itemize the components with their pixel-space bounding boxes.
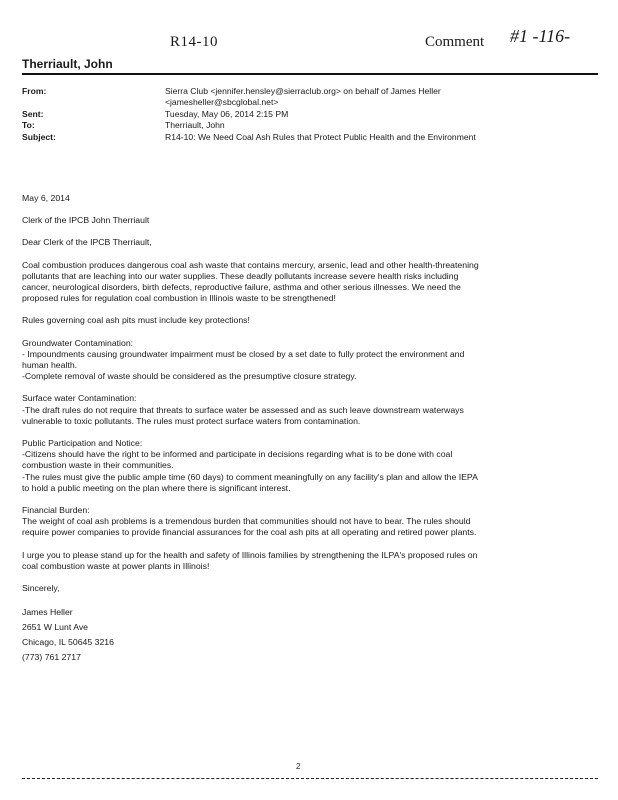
section-heading: Public Participation and Notice: xyxy=(22,438,143,449)
letter-body xyxy=(22,193,597,676)
signature-block xyxy=(22,605,597,665)
signature-name: James Heller xyxy=(22,607,73,618)
meta-from-line: Sierra Club <jennifer.hensley@sierraclub.org> on behalf of James Heller xyxy=(165,86,441,96)
letter-date: May 6, 2014 xyxy=(22,193,70,203)
meta-sent-label: Sent: xyxy=(22,108,44,119)
meta-subject-value: R14-10: We Need Coal Ash Rules that Protect Public Health and the Environment xyxy=(165,131,476,142)
signature-city: Chicago, IL 50645 3216 xyxy=(22,637,114,648)
section-financial-burden xyxy=(22,505,597,539)
meta-to-value: Therriault, John xyxy=(165,120,225,131)
section-public-participation xyxy=(22,438,597,494)
meta-from-label: From: xyxy=(22,86,47,96)
section-heading: Surface water Contamination: xyxy=(22,393,137,404)
section-heading: Financial Burden: xyxy=(22,505,90,516)
section-line: - Impoundments causing groundwater impairment must be closed by a set date to fully protect the environment and xyxy=(22,348,465,359)
meta-from-line: <jamesheller@sbcglobal.net> xyxy=(165,97,279,108)
section-line: vulnerable to toxic pollutants. The rules must protect surface waters from contamination. xyxy=(22,415,361,426)
closing-paragraph xyxy=(22,550,597,572)
meta-to-row xyxy=(22,120,565,131)
intro-line: cancer, neurological disorders, birth defects, reproductive failure, asthma and other serious illnesses. We need the xyxy=(22,282,461,293)
comment-number: #1 -116- xyxy=(510,26,571,46)
section-line: The weight of coal ash problems is a tremendous burden that communities should not have to bear. The rules should xyxy=(22,516,471,527)
section-line: combustion waste in their communities. xyxy=(22,460,174,471)
section-line: human health. xyxy=(22,360,78,371)
section-line: -Complete removal of waste should be considered as the presumptive closure strategy. xyxy=(22,371,357,382)
signature-phone: (773) 761 2717 xyxy=(22,652,81,663)
email-meta xyxy=(22,86,565,143)
signature-street: 2651 W Lunt Ave xyxy=(22,622,89,633)
section-line: require power companies to provide financial assurances for the coal ash pits at all operating and retired power plants. xyxy=(22,527,477,538)
meta-from-value xyxy=(165,86,565,109)
meta-subject-row xyxy=(22,132,565,143)
header-divider xyxy=(22,73,598,75)
section-heading: Groundwater Contamination: xyxy=(22,337,134,348)
section-groundwater xyxy=(22,338,597,383)
comment-label: Comment xyxy=(425,34,485,50)
docket-number: R14-10 xyxy=(170,34,218,50)
section-line: -Citizens should have the right to be informed and participate in decisions regarding what is to be done with coal xyxy=(22,449,453,460)
meta-subject-label: Subject: xyxy=(22,131,56,142)
meta-sent-row xyxy=(22,109,565,120)
section-line: -The rules must give the public ample time (60 days) to comment meaningfully on any facility's plan and allow the IEPA xyxy=(22,471,478,482)
letter-recipient: Clerk of the IPCB John Therriault xyxy=(22,215,150,226)
intro-paragraph xyxy=(22,260,597,305)
closing-line: I urge you to please stand up for the health and safety of Illinois families by strengthening the ILPA's proposed rules on xyxy=(22,549,478,560)
signoff: Sincerely, xyxy=(22,583,60,594)
meta-to-label: To: xyxy=(22,120,35,131)
section-line: -The draft rules do not require that threats to surface water be assessed and as such leave downstream waterways xyxy=(22,404,464,415)
section-surface-water xyxy=(22,393,597,427)
closing-line: coal combustion waste at power plants in Illinois! xyxy=(22,560,210,571)
page-number: 2 xyxy=(296,762,301,771)
footer-divider xyxy=(22,778,598,779)
intro-line: pollutants that are leaching into our water supplies. These deadly pollutants increase severe health risks including xyxy=(22,270,459,281)
section-line: to hold a public meeting on the plan where there is significant interest. xyxy=(22,482,291,493)
meta-sent-value: Tuesday, May 06, 2014 2:15 PM xyxy=(165,108,289,119)
rules-intro: Rules governing coal ash pits must include key protections! xyxy=(22,315,250,326)
intro-line: Coal combustion produces dangerous coal ash waste that contains mercury, arsenic, lead and other health-threatening xyxy=(22,259,479,270)
sender-name: Therriault, John xyxy=(22,57,113,71)
meta-from-row xyxy=(22,86,565,109)
letter-salutation: Dear Clerk of the IPCB Therriault, xyxy=(22,237,152,248)
intro-line: proposed rules for regulation coal combustion in Illinois waste to be strengthened! xyxy=(22,293,336,304)
